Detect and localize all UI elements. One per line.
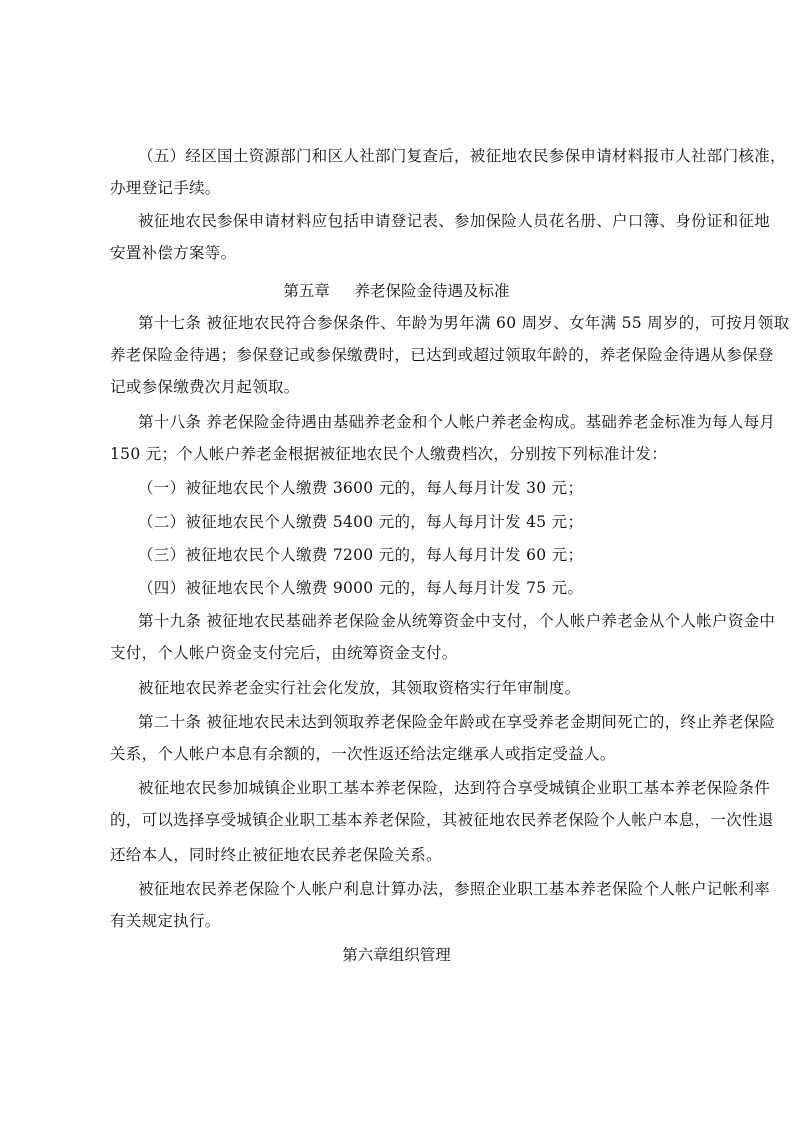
paragraph-line: 还给本人，同时终止被征地农民养老保险关系。 [110, 846, 442, 864]
paragraph-line: （五）经区国土资源部门和区人社部门复查后，被征地农民参保申请材料报市人社部门核准， [138, 147, 786, 165]
paragraph-line: 被征地农民参保申请材料应包括申请登记表、参加保险人员花名册、户口簿、身份证和征地 [138, 212, 771, 230]
chapter-heading: 第五章 养老保险金待遇及标准 [283, 282, 510, 300]
list-item: （一）被征地农民个人缴费 3600 元的，每人每月计发 30 元； [138, 479, 584, 497]
paragraph-line: 第十八条 养老保险金待遇由基础养老金和个人帐户养老金构成。基础养老金标准为每人每月 [138, 413, 776, 431]
list-item: （四）被征地农民个人缴费 9000 元的，每人每月计发 75 元。 [138, 579, 584, 597]
paragraph-line: 记或参保缴费次月起领取。 [110, 378, 300, 396]
paragraph-line: 关系，个人帐户本息有余额的，一次性返还给法定继承人或指定受益人。 [110, 745, 616, 763]
paragraph-line: 第二十条 被征地农民未达到领取养老保险金年龄或在享受养老金期间死亡的，终止养老保险 [138, 713, 776, 731]
paragraph-line: 150 元；个人帐户养老金根据被征地农民个人缴费档次，分别按下列标准计发： [110, 445, 668, 463]
list-item: （二）被征地农民个人缴费 5400 元的，每人每月计发 45 元； [138, 513, 584, 531]
paragraph-line: 第十九条 被征地农民基础养老保险金从统筹资金中支付，个人帐户养老金从个人帐户资金中 [138, 612, 776, 630]
paragraph-line: 支付，个人帐户资金支付完后，由统筹资金支付。 [110, 644, 458, 662]
paragraph-line: 安置补偿方案等。 [110, 244, 237, 262]
paragraph-line: 被征地农民养老保险个人帐户利息计算办法，参照企业职工基本养老保险个人帐户记帐利率 [138, 880, 771, 898]
list-item: （三）被征地农民个人缴费 7200 元的，每人每月计发 60 元； [138, 546, 584, 564]
paragraph-line: 被征地农民参加城镇企业职工基本养老保险，达到符合享受城镇企业职工基本养老保险条件 [138, 779, 771, 797]
paragraph-line: 养老保险金待遇；参保登记或参保缴费时，已达到或超过领取年龄的，养老保险金待遇从参保登 [110, 346, 774, 364]
paragraph-line: 的，可以选择享受城镇企业职工基本养老保险，其被征地农民养老保险个人帐户本息，一次性退 [110, 811, 774, 829]
paragraph-line: 被征地农民养老金实行社会化发放，其领取资格实行年审制度。 [138, 679, 581, 697]
paragraph-line: 有关规定执行。 [110, 912, 221, 930]
chapter-heading: 第六章组织管理 [342, 946, 451, 964]
paragraph-line: 办理登记手续。 [110, 179, 221, 197]
paragraph-line: 第十七条 被征地农民符合参保条件、年龄为男年满 60 周岁、女年满 55 周岁的，可按月领取 [138, 314, 790, 332]
